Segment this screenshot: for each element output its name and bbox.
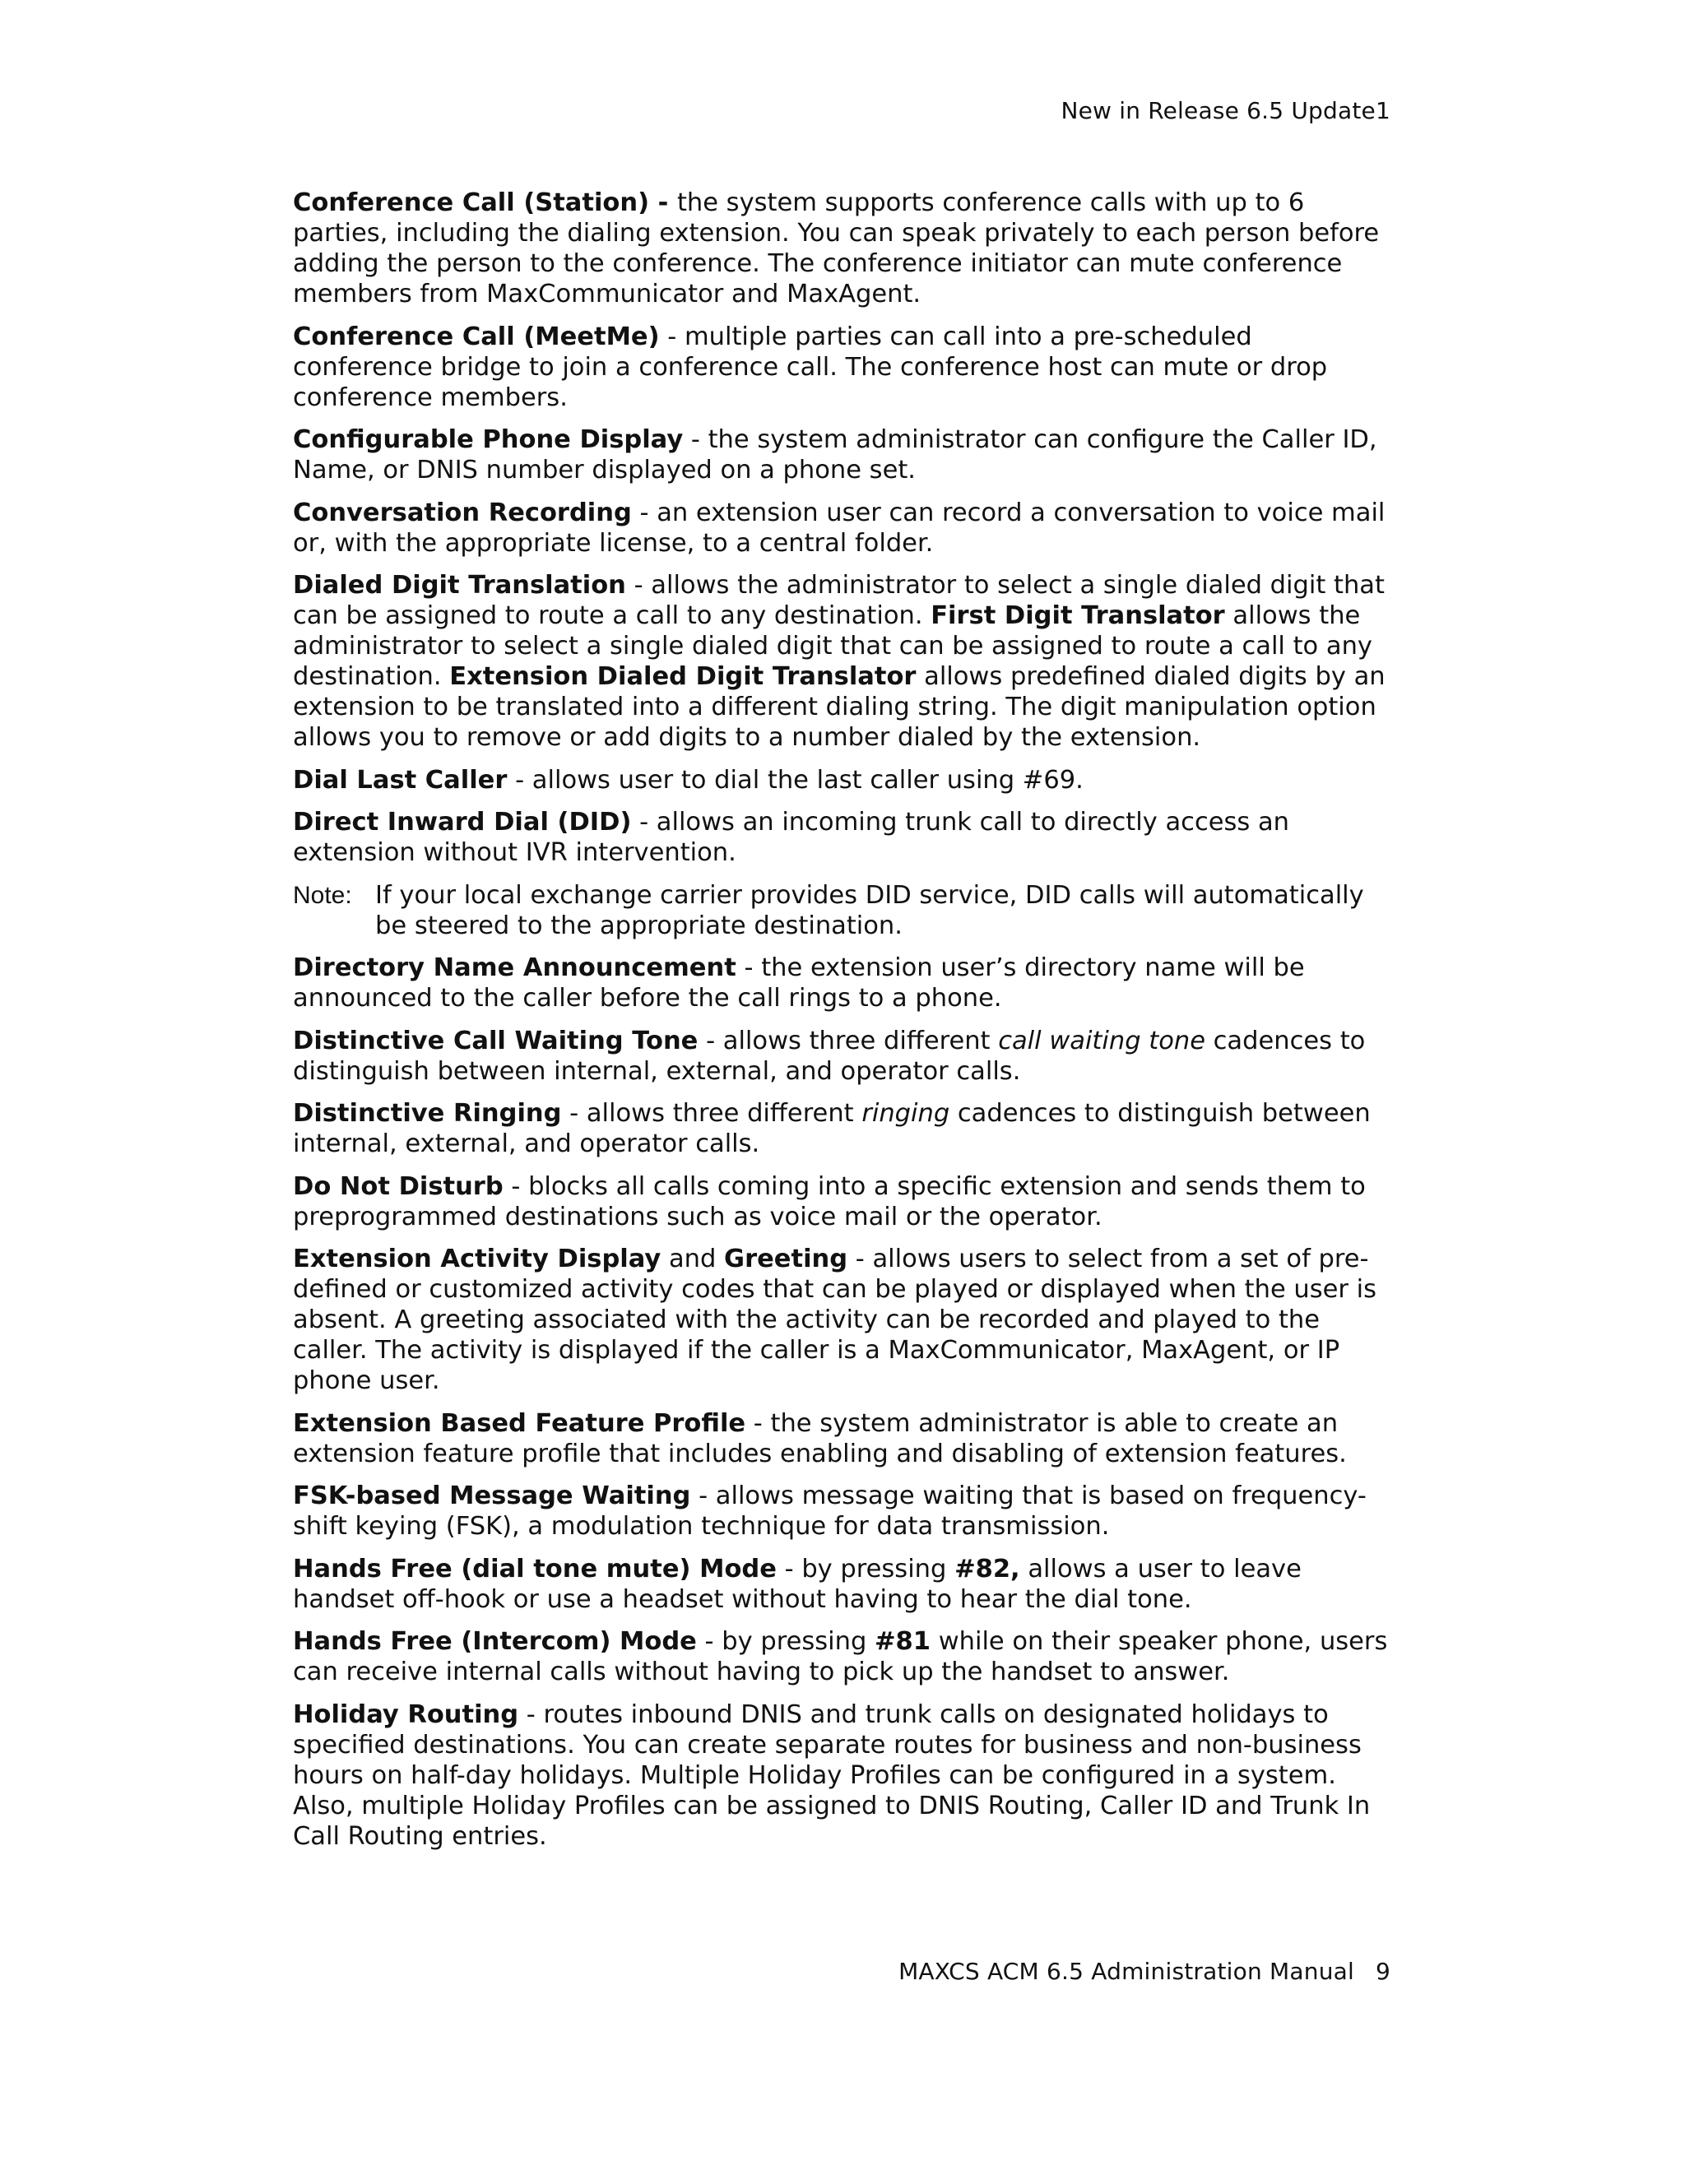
feature-term: Configurable Phone Display — [293, 425, 684, 454]
feature-term: Hands Free (Intercom) Mode — [293, 1627, 697, 1656]
note-label: Note: — [293, 881, 352, 909]
feature-description: - multiple parties can call into a pre-scheduled conference bridge to join a conference call. The conference host can mute or drop conference members. — [293, 322, 1328, 412]
feature-description: - allows users to select from a set of pre-defined or customized activity codes that can be played or displayed when the user is absent. A greeting associated with the activity can be recorded and played to the caller. The activity is displayed if the caller is a MaxCommunicator, MaxAgent, or IP phone user. — [293, 1245, 1377, 1395]
feature-entry — [293, 498, 1397, 559]
feature-term: Greeting — [724, 1245, 848, 1273]
feature-term: FSK-based Message Waiting — [293, 1482, 691, 1510]
feature-term: Distinctive Call Waiting Tone — [293, 1026, 699, 1055]
feature-description: while on their speaker phone, users can receive internal calls without having to pick up the handset to answer. — [293, 1627, 1388, 1686]
feature-description: - allows the administrator to select a single dialed digit that can be assigned to route a call to any destination. — [293, 571, 1385, 630]
feature-entry — [293, 1554, 1397, 1615]
feature-term: Conversation Recording — [293, 498, 632, 527]
feature-entry — [293, 807, 1397, 868]
feature-term: Dialed Digit Translation — [293, 571, 626, 600]
feature-term: Directory Name Announcement — [293, 953, 736, 982]
feature-description: - allows user to dial the last caller using #69. — [507, 765, 1084, 795]
feature-description: - allows an incoming trunk call to directly access an extension without IVR intervention. — [293, 808, 1289, 867]
feature-description: cadences to distinguish between internal, external, and operator calls. — [293, 1099, 1371, 1158]
feature-description: - blocks all calls coming into a specific extension and sends them to preprogrammed destinations such as voice mail or the operator. — [293, 1171, 1366, 1231]
feature-term: Do Not Disturb — [293, 1171, 504, 1201]
feature-entry — [293, 1098, 1397, 1159]
feature-description: allows the administrator to select a single dialed digit that can be assigned to route a call to any destination. — [293, 601, 1372, 691]
page-number: 9 — [1375, 1958, 1390, 1985]
feature-term: Conference Call (MeetMe) — [293, 322, 660, 351]
feature-description: allows predefined dialed digits by an extension to be translated into a different dialing string. The digit manipulation option allows you to remove or add digits to a number dialed by the extension. — [293, 662, 1386, 752]
feature-description: - by pressing — [696, 1627, 875, 1656]
feature-entry — [293, 953, 1397, 1013]
feature-description: and — [661, 1245, 725, 1273]
feature-term: Dial Last Caller — [293, 765, 508, 795]
feature-term: #82, — [954, 1554, 1020, 1584]
running-header: New in Release 6.5 Update1 — [1061, 97, 1390, 124]
feature-entry — [293, 1699, 1397, 1852]
feature-term: Holiday Routing — [293, 1699, 519, 1729]
feature-term: Extension Dialed Digit Translator — [449, 662, 917, 691]
running-footer — [898, 1958, 1390, 1985]
feature-term: First Digit Translator — [931, 601, 1225, 630]
feature-term: Extension Activity Display — [293, 1245, 661, 1273]
feature-entry — [293, 424, 1397, 485]
feature-description: - allows three different — [561, 1099, 862, 1128]
emphasis-text: call waiting tone — [998, 1026, 1205, 1055]
feature-entry — [293, 188, 1397, 309]
feature-entry — [293, 1026, 1397, 1087]
feature-term: Distinctive Ringing — [293, 1099, 562, 1128]
emphasis-text: ringing — [861, 1099, 950, 1128]
feature-entry — [293, 1626, 1397, 1687]
feature-entry — [293, 570, 1397, 753]
feature-list — [293, 188, 1397, 1863]
feature-description: allows a user to leave handset off-hook or use a headset without having to hear the dial tone. — [293, 1554, 1302, 1614]
feature-description: - by pressing — [776, 1554, 955, 1584]
feature-description: - allows message waiting that is based on frequency-shift keying (FSK), a modulation technique for data transmission. — [293, 1482, 1367, 1541]
feature-entry — [293, 322, 1397, 413]
feature-description: - the system administrator is able to create an extension feature profile that includes enabling and disabling of extension features. — [293, 1408, 1347, 1468]
feature-term: Direct Inward Dial (DID) — [293, 808, 632, 837]
feature-description: - allows three different — [698, 1026, 999, 1055]
feature-description: - an extension user can record a conversation to voice mail or, with the appropriate license, to a central folder. — [293, 498, 1386, 558]
feature-entry — [293, 1244, 1397, 1396]
feature-term: Extension Based Feature Profile — [293, 1408, 746, 1438]
feature-entry — [293, 765, 1397, 795]
feature-description: - the extension user’s directory name will be announced to the caller before the call rings to a phone. — [293, 953, 1305, 1013]
feature-entry — [293, 1171, 1397, 1232]
feature-term: Hands Free (dial tone mute) Mode — [293, 1554, 777, 1584]
feature-term: Conference Call (Station) - — [293, 188, 677, 217]
feature-entry — [293, 1408, 1397, 1469]
manual-title: MAXCS ACM 6.5 Administration Manual — [898, 1958, 1354, 1985]
feature-description: - routes inbound DNIS and trunk calls on designated holidays to specified destinations. You can create separate routes for business and non-business hours on half-day holidays. Multiple Holiday Profiles can be configured in a system. Also, multiple Holiday Profiles can be assigned to DNIS Routing, Caller ID and Trunk In Call Routing entries. — [293, 1699, 1371, 1851]
feature-term: #81 — [875, 1627, 931, 1656]
feature-description: cadences to distinguish between internal, external, and operator calls. — [293, 1026, 1366, 1086]
note-text: If your local exchange carrier provides DID service, DID calls will automatically be steered to the appropriate destination. — [375, 880, 1364, 940]
feature-entry — [293, 1481, 1397, 1542]
feature-description: the system supports conference calls with up to 6 parties, including the dialing extension. You can speak privately to each person before adding the person to the conference. The conference initiator can mute conference members from MaxCommunicator and MaxAgent. — [293, 188, 1380, 308]
note — [293, 880, 1397, 941]
feature-description: - the system administrator can configure the Caller ID, Name, or DNIS number displayed on a phone set. — [293, 425, 1377, 485]
